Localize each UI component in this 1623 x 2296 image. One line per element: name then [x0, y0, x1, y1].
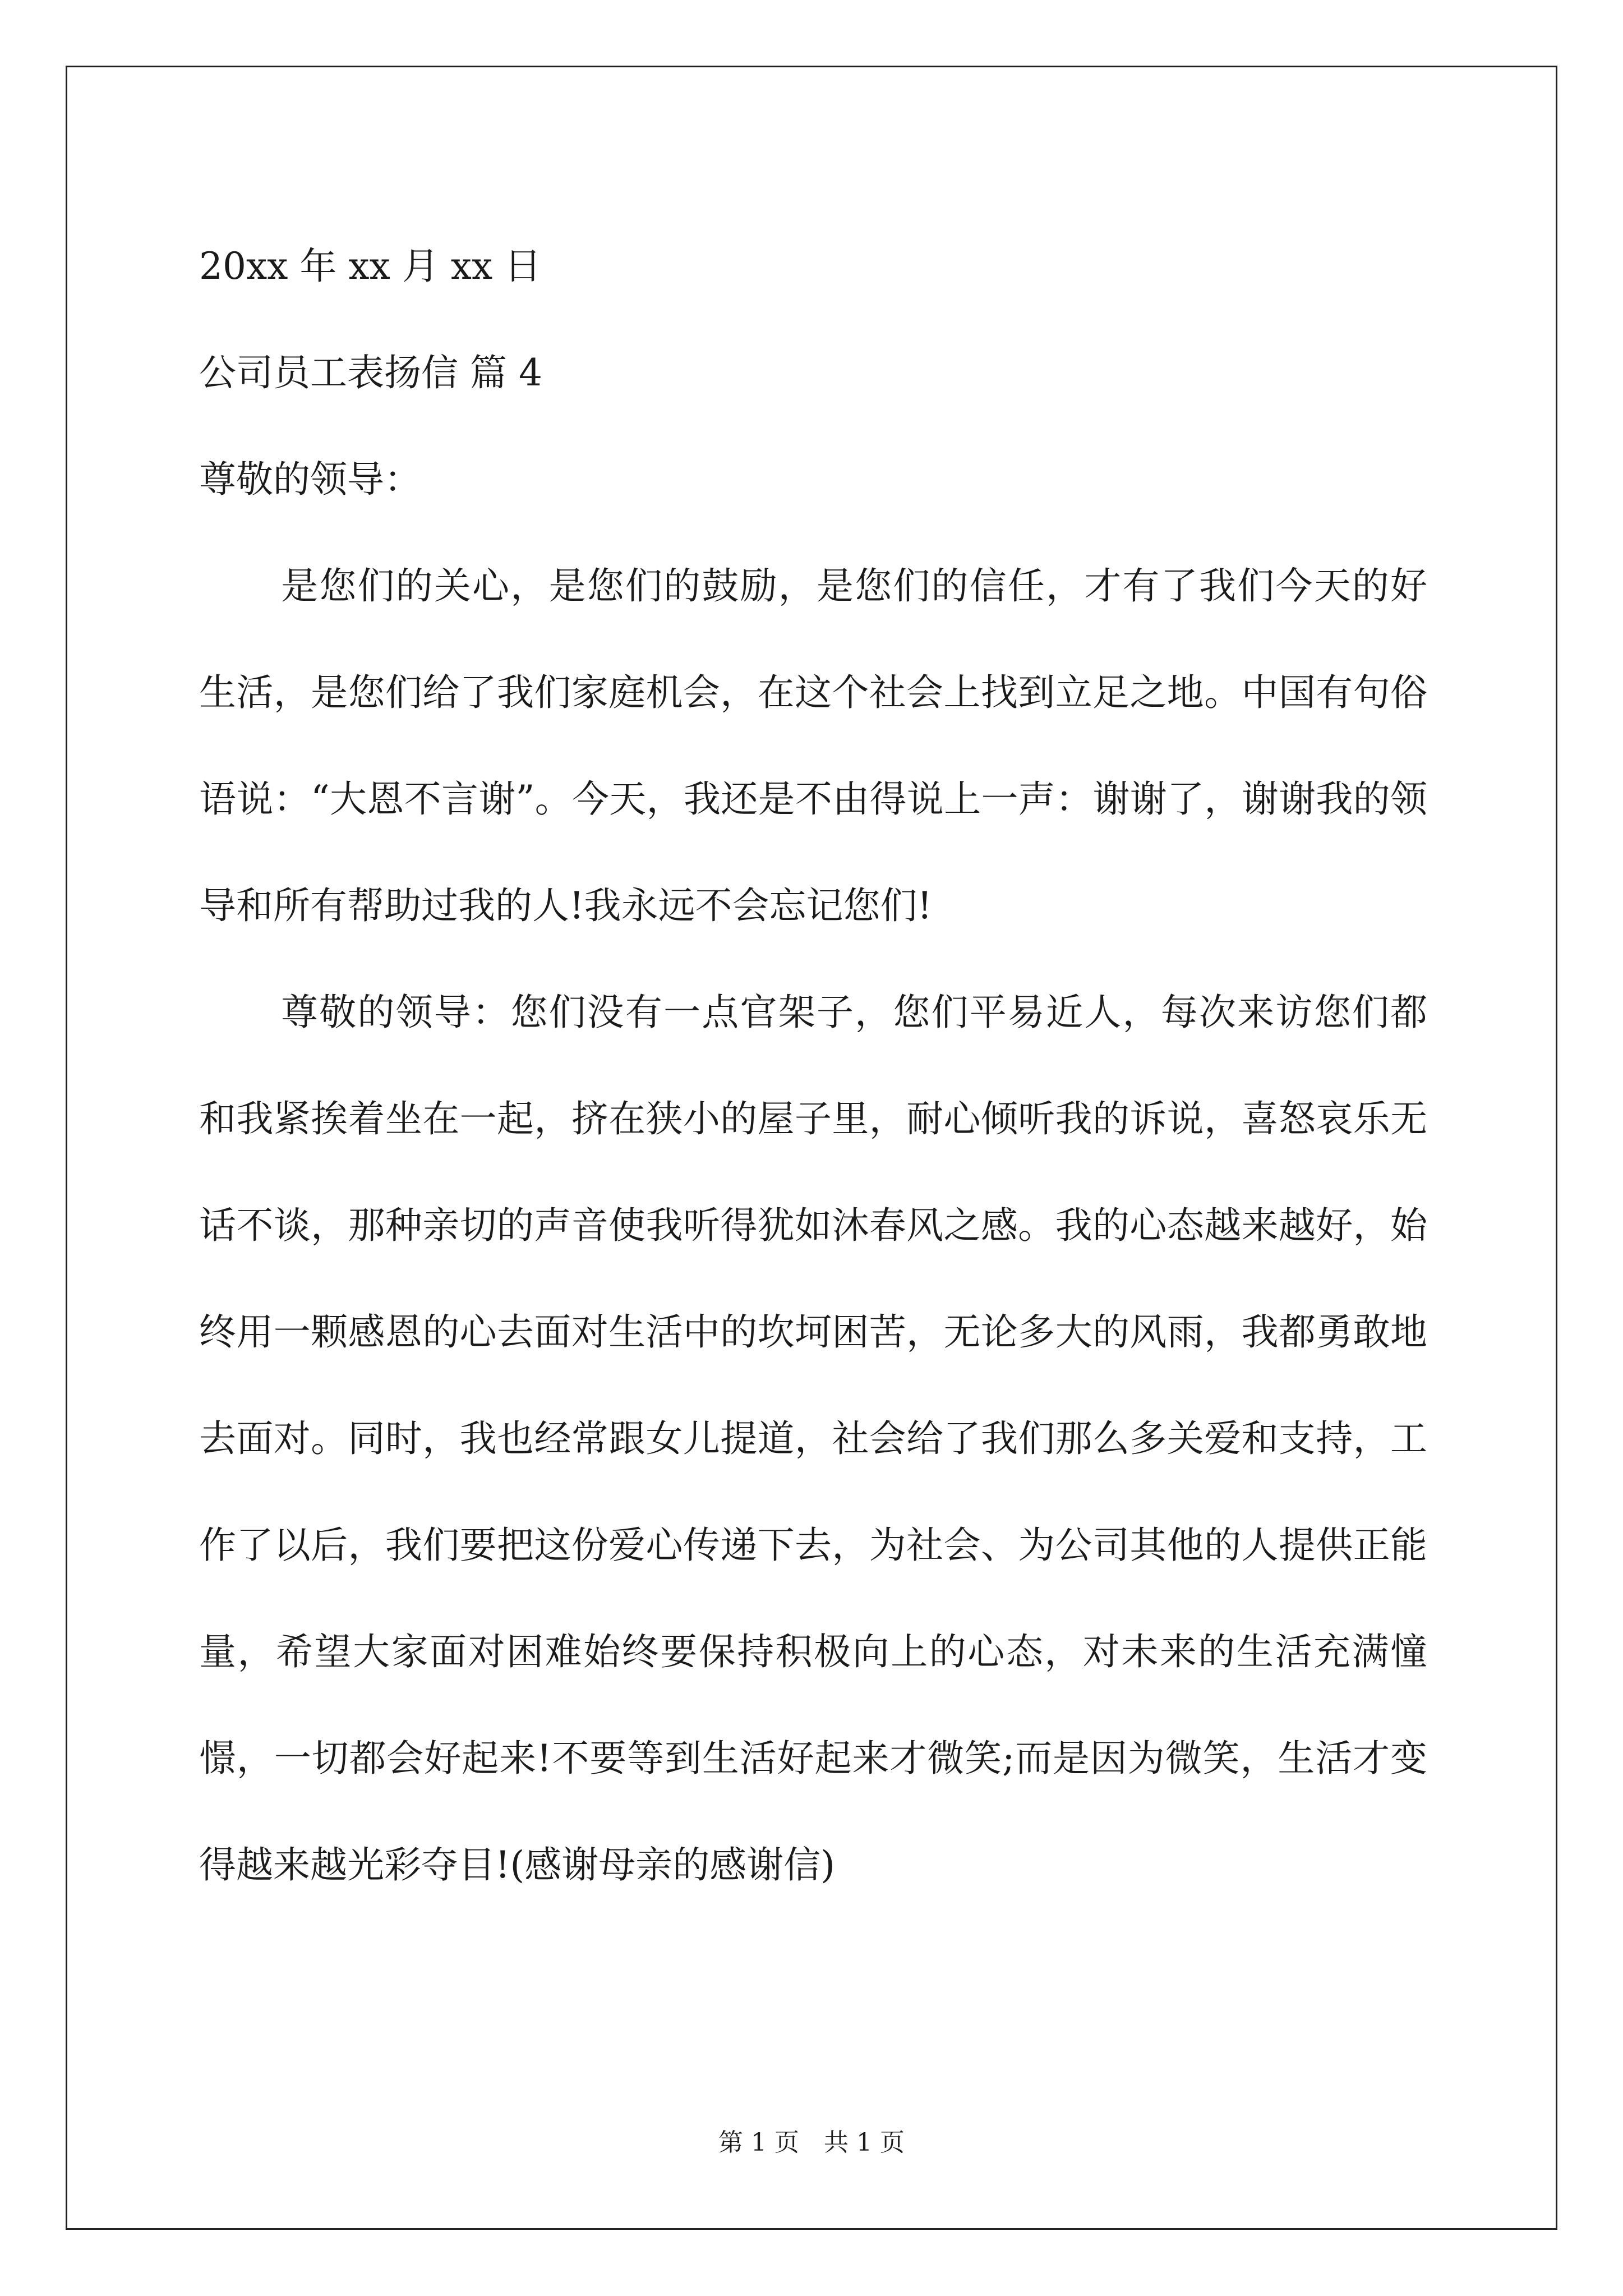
date-line: 20xx 年 xx 月 xx 日 — [199, 245, 542, 288]
document-body — [199, 213, 1427, 1918]
page-footer: 第 1 页 共 1 页 — [718, 2128, 905, 2157]
document-heading: 公司员工表扬信 篇 4 — [199, 351, 542, 394]
paragraph-2: 尊敬的领导：您们没有一点官架子，您们平易近人，每次来访您们都和我紧挨着坐在一起，挤在狭小的屋子里，耐心倾听我的诉说，喜怒哀乐无话不谈，那种亲切的声音使我听得犹如沐春风之感。我的心态越来越好，始终用一颗感恩的心去面对生活中的坎坷困苦，无论多大的风雨，我都勇敢地去面对。同时，我也经常跟女儿提道，社会给了我们那么多关爱和支持，工作了以后，我们要把这份爱心传递下去，为社会、为公司其他的人提供正能量，希望大家面对困难始终要保持积极向上的心态，对未来的生活充满憧憬，一切都会好起来!不要等到生活好起来才微笑;而是因为微笑，生活才变得越来越光彩夺目!(感谢母亲的感谢信) — [199, 991, 1427, 1887]
paragraph-1: 是您们的关心，是您们的鼓励，是您们的信任，才有了我们今天的好生活，是您们给了我们家庭机会，在这个社会上找到立足之地。中国有句俗语说：“大恩不言谢”。今天，我还是不由得说上一声：谢谢了，谢谢我的领导和所有帮助过我的人!我永远不会忘记您们! — [199, 564, 1427, 927]
salutation: 尊敬的领导： — [199, 458, 421, 501]
